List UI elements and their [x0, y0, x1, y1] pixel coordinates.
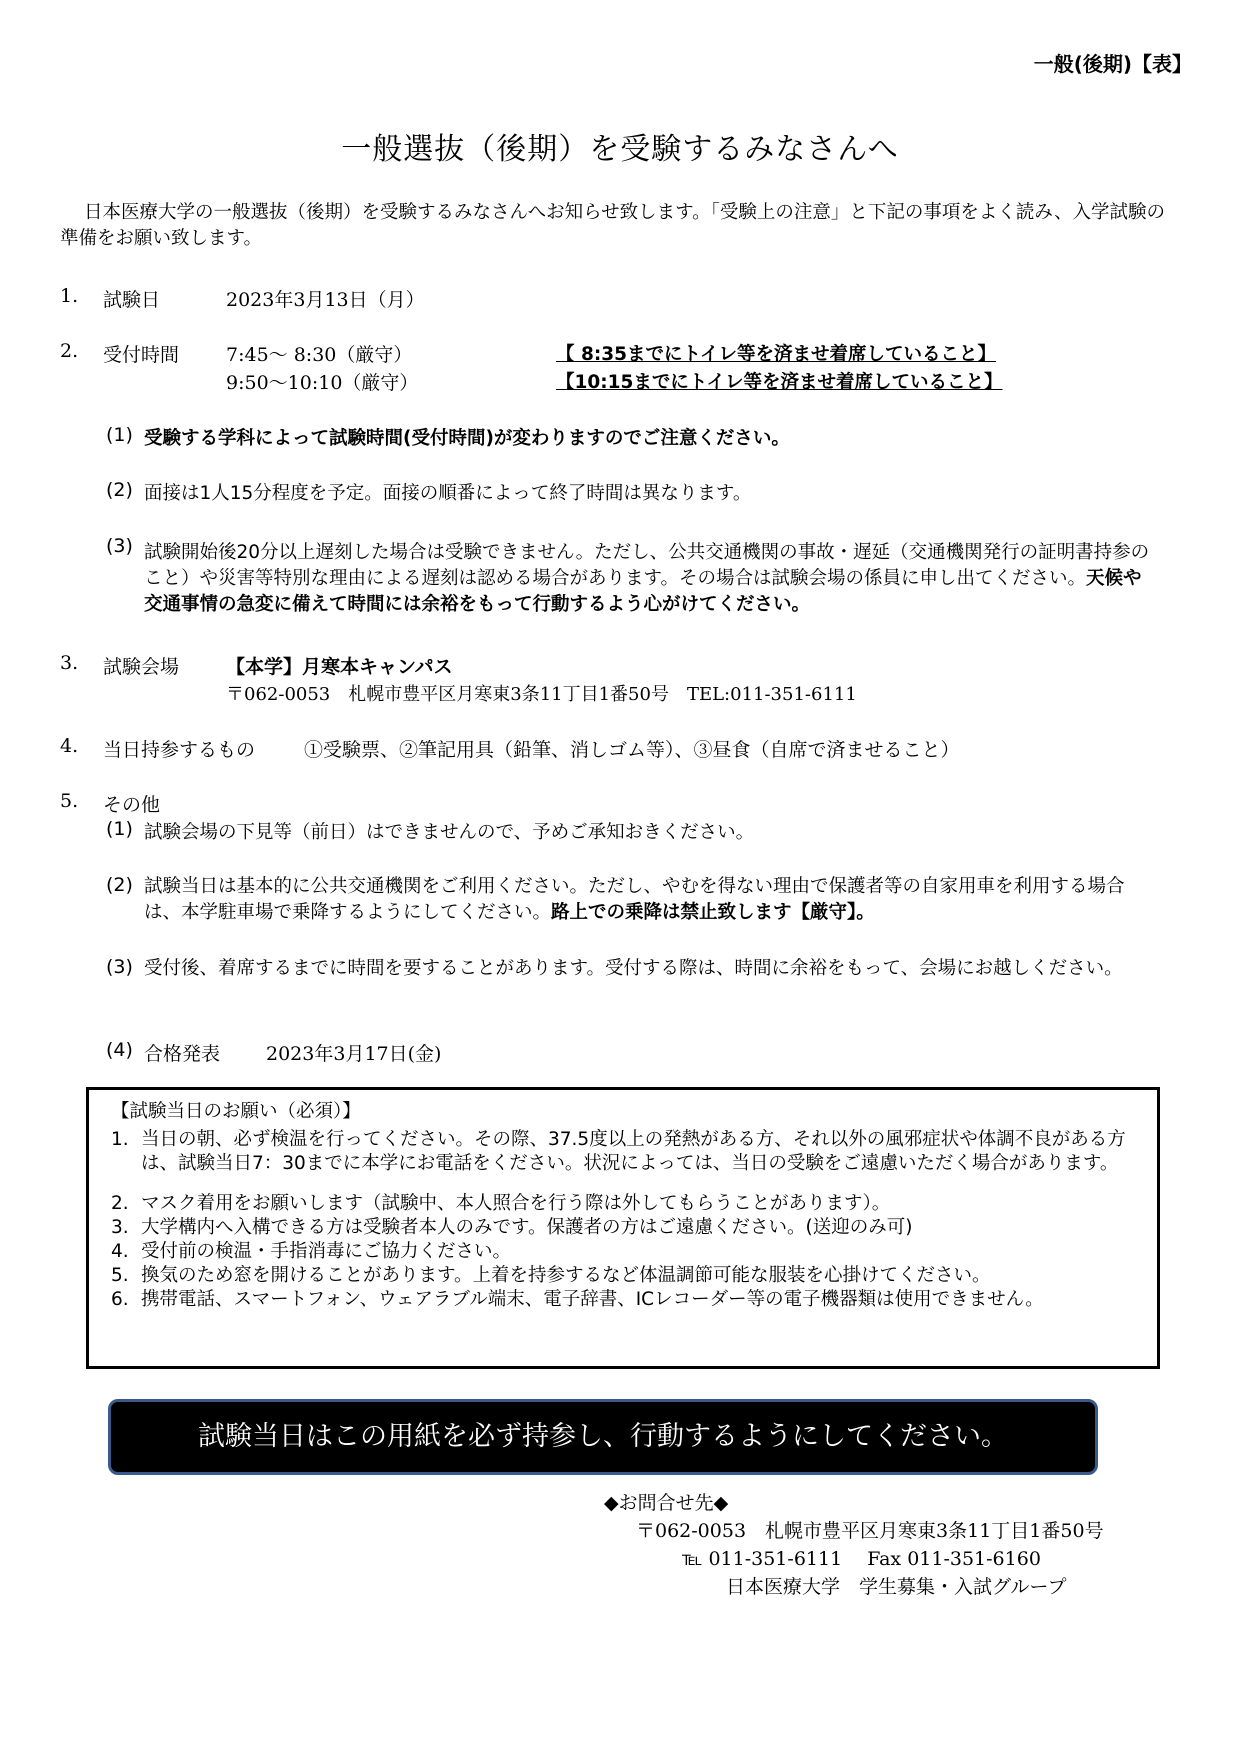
section-5-number: 5. [60, 790, 79, 812]
contact-address: 〒062-0053 札幌市豊平区月寒東3条11丁目1番50号 [636, 1520, 1104, 1542]
venue-name: 【本学】月寒本キャンパス [226, 656, 453, 678]
note-2-3 [144, 540, 1154, 618]
page-corner-label: 一般(後期)【表】 [1033, 52, 1192, 76]
seating-note-2: 【10:15までにトイレ等を済ませ着席していること】 [556, 372, 1003, 393]
request-item [111, 1240, 1143, 1264]
note-2-3-number: (3) [106, 535, 133, 557]
note-5-3-number: (3) [106, 956, 133, 978]
seating-note-1: 【 8:35までにトイレ等を済ませ着席していること】 [556, 344, 997, 365]
request-item-number: 2. [111, 1193, 129, 1214]
reception-time-1: 7:45～ 8:30（厳守） [226, 344, 413, 366]
contact-organization: 日本医療大学 学生募集・入試グループ [726, 1576, 1067, 1598]
note-2-2-number: (2) [106, 479, 133, 501]
request-item-number: 6. [111, 1289, 129, 1310]
request-item-text: 受付前の検温・手指消毒にご協力ください。 [141, 1241, 512, 1262]
note-2-3-text: 試験開始後20分以上遅刻した場合は受験できません。ただし、公共交通機関の事故・遅延（交通機関発行の証明書持参のこと）や災害等特別な理由による遅刻は認める場合があります。その場合は試験会場の係員に申し出てください。 [144, 542, 1150, 589]
section-5-label: その他 [103, 794, 161, 816]
venue-address: 〒062-0053 札幌市豊平区月寒東3条11丁目1番50号 TEL:011-351-6111 [226, 684, 857, 705]
request-item-number: 5. [111, 1265, 129, 1286]
note-5-1-number: (1) [106, 818, 133, 840]
items-to-bring: ①受験票、②筆記用具（鉛筆、消しゴム等）、③昼食（自席で済ませること） [304, 739, 960, 761]
page-title: 一般選抜（後期）を受験するみなさんへ [341, 132, 899, 167]
request-item-text: 換気のため窓を開けることがあります。上着を持参するなど体温調節可能な服装を心掛けてください。 [141, 1265, 991, 1286]
section-3-label: 試験会場 [103, 656, 180, 678]
request-item [111, 1192, 1143, 1216]
request-item-number: 3. [111, 1217, 129, 1238]
note-5-3: 受付後、着席するまでに時間を要することがあります。受付する際は、時間に余裕をもって、会場にお越しください。 [144, 958, 1123, 979]
note-5-4-number: (4) [106, 1039, 133, 1061]
contact-phone-fax: ℡ 011-351-6111 Fax 011-351-6160 [682, 1548, 1041, 1570]
request-item [111, 1264, 1143, 1288]
section-4-label: 当日持参するもの [103, 739, 256, 761]
note-2-1-number: (1) [106, 424, 133, 446]
request-item-text: 大学構内へ入構できる方は受験者本人のみです。保護者の方はご遠慮ください。(送迎のみ可) [141, 1217, 913, 1238]
intro-paragraph: 日本医療大学の一般選抜（後期）を受験するみなさんへお知らせ致します。「受験上の注意」と下記の事項をよく読み、入学試験の準備をお願い致します。 [60, 202, 1165, 249]
request-item-text: 携帯電話、スマートフォン、ウェアラブル端末、電子辞書、ICレコーダー等の電子機器類は使用できません。 [141, 1289, 1044, 1310]
note-5-2-text: 試験当日は基本的に公共交通機関をご利用ください。ただし、やむを得ない理由で保護者等の自家用車を利用する場合は、本学駐車場で乗降するようにしてください。 [144, 876, 1125, 923]
requests-heading: 【試験当日のお願い（必須）】 [111, 1101, 361, 1122]
section-2-number: 2. [60, 340, 79, 362]
section-4-number: 4. [60, 735, 79, 757]
note-5-4-label: 合格発表 [144, 1043, 221, 1065]
note-2-3-emphasis: 天候や交通事情の急変に備えて時間には余裕をもって行動するよう心がけてください。 [144, 568, 1142, 615]
request-item [111, 1288, 1143, 1312]
contact-heading: ◆お問合せ先◆ [604, 1492, 729, 1514]
request-item [111, 1128, 1143, 1176]
reception-time-2: 9:50～10:10（厳守） [226, 372, 419, 394]
note-2-1: 受験する学科によって試験時間(受付時間)が変わりますのでご注意ください。 [144, 428, 790, 449]
request-item-number: 4. [111, 1241, 129, 1262]
bring-this-sheet-banner: 試験当日はこの用紙を必ず持参し、行動するようにしてください。 [108, 1399, 1098, 1475]
note-5-1: 試験会場の下見等（前日）はできませんので、予めご承知おきください。 [144, 822, 755, 843]
section-1-label: 試験日 [103, 289, 161, 311]
note-5-2 [144, 874, 1154, 926]
section-2-label: 受付時間 [103, 344, 180, 366]
section-3-number: 3. [60, 652, 79, 674]
note-2-2: 面接は1人15分程度を予定。面接の順番によって終了時間は異なります。 [144, 483, 752, 504]
exam-date: 2023年3月13日（月） [226, 289, 425, 311]
request-item-text: マスク着用をお願いします（試験中、本人照合を行う際は外してもらうことがあります）。 [141, 1193, 891, 1214]
note-5-2-number: (2) [106, 874, 133, 896]
result-announcement-date: 2023年3月17日(金) [266, 1043, 442, 1065]
exam-day-requests-box [86, 1087, 1160, 1369]
section-1-number: 1. [60, 285, 79, 307]
request-item-text: 当日の朝、必ず検温を行ってください。その際、37.5度以上の発熱がある方、それ以外の風邪症状や体調不良がある方は、試験当日7：30までに本学にお電話をください。状況によっては、当日の受験をご遠慮いただく場合があります。 [141, 1129, 1126, 1174]
request-item [111, 1216, 1143, 1240]
note-5-2-emphasis: 路上での乗降は禁止致します【厳守】。 [551, 902, 875, 923]
request-item-number: 1. [111, 1129, 129, 1150]
